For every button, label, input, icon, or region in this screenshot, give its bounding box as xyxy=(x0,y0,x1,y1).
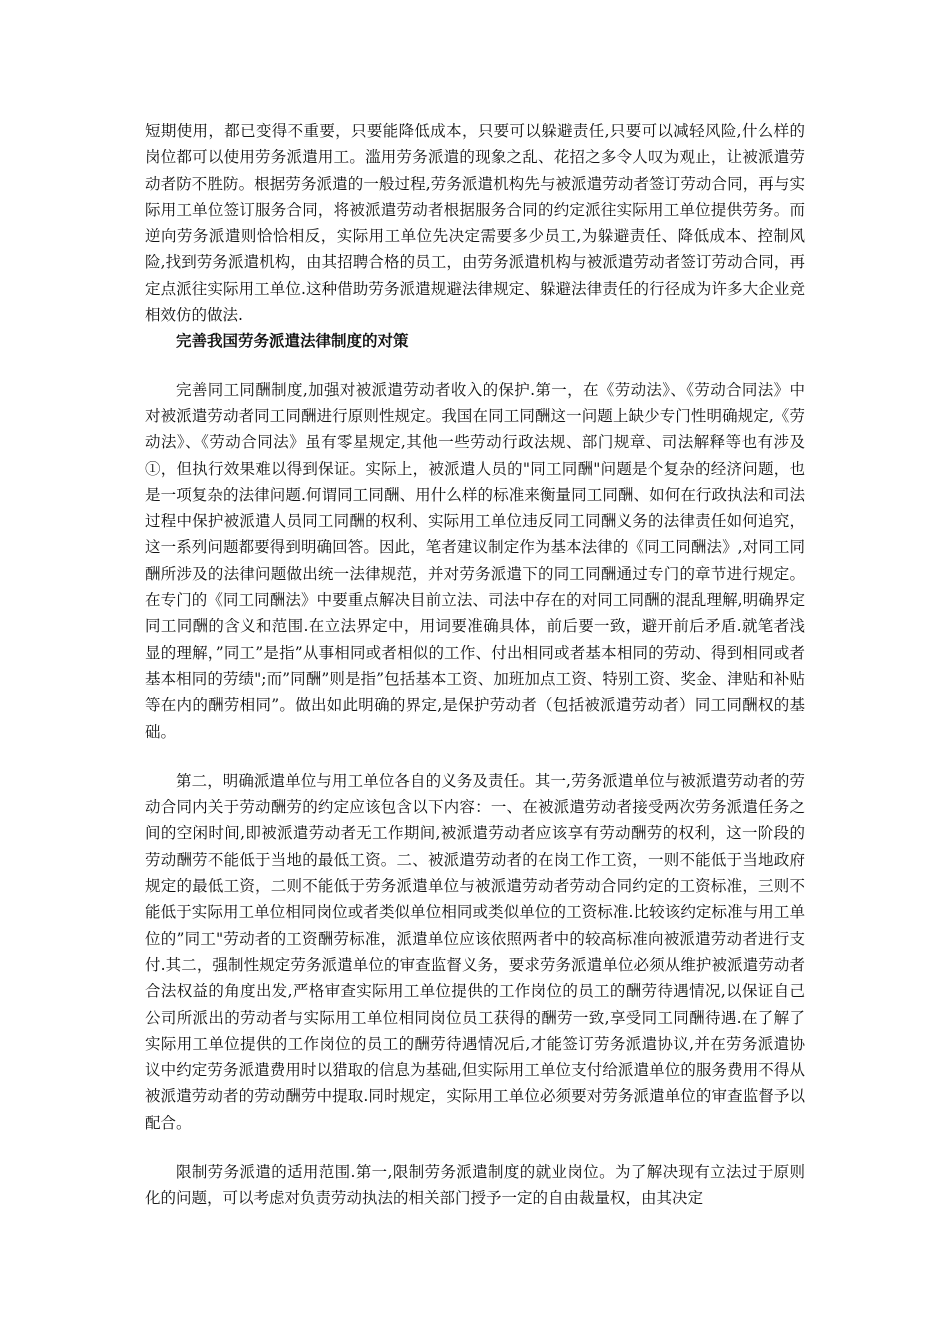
body-paragraph-2: 完善同工同酬制度,加强对被派遣劳动者收入的保护.第一，在《劳动法》、《劳动合同法》中对被派遣劳动者同工同酬进行原则性规定。我国在同工同酬这一问题上缺少专门性明确规定,《劳动法》、《劳动合同法》虽有零星规定,其他一些劳动行政法规、部门规章、司法解释等也有涉及①，但执行效果难以得到保证。实际上，被派遣人员的"同工同酬"问题是个复杂的经济问题，也是一项复杂的法律问题.何谓同工同酬、用什么样的标准来衡量同工同酬、如何在行政执法和司法过程中保护被派遣人员同工同酬的权利、实际用工单位违反同工同酬义务的法律责任如何追究，这一系列问题都要得到明确回答。因此，笔者建议制定作为基本法律的《同工同酬法》,对同工同酬所涉及的法律问题做出统一法律规范，并对劳务派遣下的同工同酬通过专门的章节进行规定。在专门的《同工同酬法》中要重点解决目前立法、司法中存在的对同工同酬的混乱理解,明确界定同工同酬的含义和范围.在立法界定中，用词要准确具体，前后要一致，避开前后矛盾.就笔者浅显的理解，”同工”是指”从事相同或者相似的工作、付出相同或者基本相同的劳动、得到相同或者基本相同的劳绩";而”同酬”则是指”包括基本工资、加班加点工资、特别工资、奖金、津贴和补贴等在内的酬劳相同”。做出如此明确的界定,是保护劳动者（包括被派遣劳动者）同工同酬权的基础。 xyxy=(145,380,805,741)
body-paragraph-3: 第二，明确派遣单位与用工单位各自的义务及责任。其一,劳务派遣单位与被派遣劳动者的劳动合同内关于劳动酬劳的约定应该包含以下内容：一、在被派遣劳动者接受两次劳务派遣任务之间的空闲时间,即被派遣劳动者无工作期间,被派遣劳动者应该享有劳动酬劳的权利，这一阶段的劳动酬劳不能低于当地的最低工资。二、被派遣劳动者的在岗工作工资，一则不能低于当地政府规定的最低工资，二则不能低于劳务派遣单位与被派遣劳动者劳动合同约定的工资标准，三则不能低于实际用工单位相同岗位或者类似单位相同或类似单位的工资标准.比较该约定标准与用工单位的”同工"劳动者的工资酬劳标准，派遣单位应该依照两者中的较高标准向被派遣劳动者进行支付.其二，强制性规定劳务派遣单位的审查监督义务，要求劳务派遣单位必须从维护被派遣劳动者合法权益的角度出发,严格审查实际用工单位提供的工作岗位的员工的酬劳待遇情况,以保证自己公司所派出的劳动者与实际用工单位相同岗位员工获得的酬劳一致,享受同工同酬待遇.在了解了实际用工单位提供的工作岗位的员工的酬劳待遇情况后,才能签订劳务派遣协议,并在劳务派遣协议中约定劳务派遣费用时以猎取的信息为基础,但实际用工单位支付给派遣单位的服务费用不得从被派遣劳动者的劳动酬劳中提取.同时规定，实际用工单位必须要对劳务派遣单位的审查监督予以配合。 xyxy=(145,771,805,1132)
body-paragraph-1: 短期使用，都已变得不重要，只要能降低成本，只要可以躲避责任,只要可以减轻风险,什么样的岗位都可以使用劳务派遣用工。滥用劳务派遣的现象之乱、花招之多令人叹为观止，让被派遣劳动者防不胜防。根据劳务派遣的一般过程,劳务派遣机构先与被派遣劳动者签订劳动合同，再与实际用工单位签订服务合同，将被派遣劳动者根据服务合同的约定派往实际用工单位提供劳务。而逆向劳务派遣则恰恰相反，实际用工单位先决定需要多少员工,为躲避责任、降低成本、控制风险,找到劳务派遣机构，由其招聘合格的员工，由劳务派遣机构与被派遣劳动者签订劳动合同，再定点派往实际用工单位.这种借助劳务派遣规避法律规定、躲避法律责任的行径成为许多大企业竞相效仿的做法. xyxy=(145,122,805,325)
section-heading: 完善我国劳务派遣法律制度的对策 xyxy=(176,332,409,351)
document-page xyxy=(145,118,805,1212)
body-paragraph-4: 限制劳务派遣的适用范围.第一,限制劳务派遣制度的就业岗位。为了解决现有立法过于原则化的问题，可以考虑对负责劳动执法的相关部门授予一定的自由裁量权，由其决定 xyxy=(145,1162,805,1208)
